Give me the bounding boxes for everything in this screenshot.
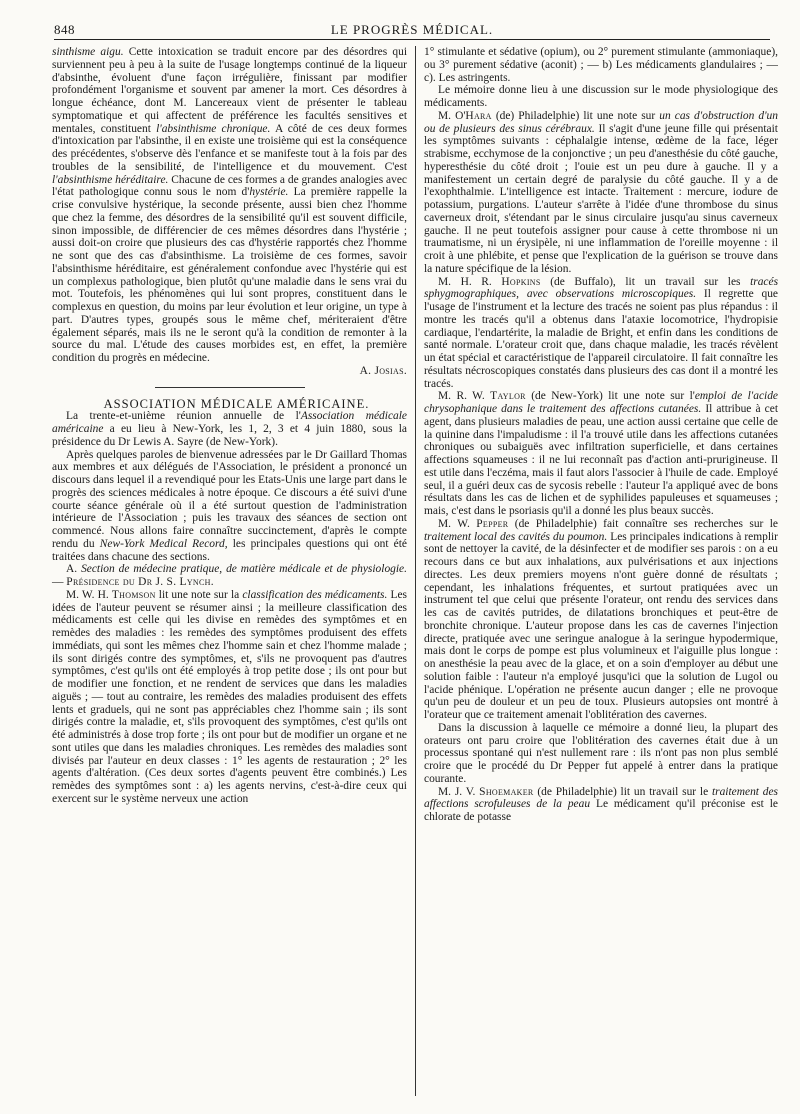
text: M. O': [438, 109, 466, 122]
taylor-paragraph: [424, 390, 778, 518]
header-rule: [54, 39, 770, 40]
text: —: [52, 576, 67, 588]
text: M. W.: [438, 517, 477, 530]
continuation-paragraph: 1° stimulante et sédative (opium), ou 2° purement stimulante (ammoniaque), ou 3° purement sédative (aconit) ; — b) Les médicaments glandulaires ; — c). Les astringents.: [424, 46, 778, 84]
italic-term: traitement local des cavités du poumon.: [424, 530, 608, 543]
italic-term: l'absinthisme chronique.: [156, 122, 271, 135]
text: Chacune de ces formes a de grandes analogies avec l'état pathologique connu sous le nom d': [52, 173, 407, 199]
right-column: [424, 46, 778, 824]
italic-term: New-York Medical Record,: [99, 537, 228, 550]
author-name: Pepper: [476, 517, 509, 530]
page-number: 848: [54, 22, 75, 37]
author-name: Taylor: [490, 390, 526, 403]
italic-term: emploi de l'acide chrysophanique dans le traitement des affections cutanées.: [424, 390, 778, 415]
italic-term: Section de médecine pratique, de matière médicale et de physiologie.: [81, 563, 407, 576]
text: Les idées de l'auteur peuvent se résumer ainsi ; la meilleure classification des médicaments est celle qui les divise en remèdes des symptômes et en remèdes des maladies : les remèdes des symptômes produisent des effets immédiats, qui sont les mêmes chez l'homme sain et chez l'homme malade ; ils sont dirigés contre des symptômes, et, s'ils ne provoquent pas d'autres symptômes, c'est qu'ils ont été employés à trop petite dose ; ils ont pour but de modifier une fonction, et ne rendent de services que dans les maladies aiguës ; — tout au contraire, les remèdes des maladies produisent des effets lents et graduels, qui ne sont pas appréciables chez l'homme sain ; ils sont dirigés contre la maladie, et, s'ils provoquent des symptômes, c'est qu'ils ont été administrés à dose trop forte ; ils ont pour but de modifier un organe et ne sont utiles que dans les maladies chroniques. Les remèdes des maladies sont divisés par l'auteur en deux classes : 1° les agents de restauration ; 2° les agents d'altération. (Ces deux sortes d'agents peuvent être combinés.) Les remèdes des symptômes sont : a) les agents nervins, c'est-à-dire ceux qui exercent sur le système nerveux une action: [52, 588, 407, 805]
text: Le médicament qu'il préconise est le chlorate de potasse: [424, 798, 778, 823]
column-separator: [415, 46, 416, 1096]
italic-term: Association médicale américaine: [52, 410, 407, 435]
ohara-paragraph: [424, 110, 778, 276]
text: (de Philadelphie) lit un travail sur le: [533, 785, 712, 798]
text: M. J. V.: [438, 785, 480, 798]
text: La trente-et-unième réunion annuelle de l': [66, 410, 301, 423]
italic-term: un cas d'obstruction d'un ou de plusieurs des sinus cérébraux.: [424, 109, 778, 135]
discussion-paragraph: Le mémoire donne lieu à une discussion sur le mode physiologique des médicaments.: [424, 84, 778, 109]
text: A côté de ces deux formes d'intoxication par l'absinthe, il en existe une troisième qui est la conséquence des précédentes, s'observe dès l'enfance et se manifeste tout à la fois par des troubles de la sensibilité, de l'intelligence et du mouvement. C'est: [52, 122, 407, 173]
text: (de Philadelphie) fait connaître ses recherches sur le: [508, 517, 778, 530]
presidency: Présidence du Dr J. S. Lynch.: [66, 576, 214, 588]
pepper-paragraph: [424, 518, 778, 722]
left-column: [52, 46, 407, 806]
section-title: ASSOCIATION MÉDICALE AMÉRICAINE.: [103, 396, 370, 411]
text: M. H. R.: [438, 275, 502, 288]
italic-term: l'absinthisme héréditaire.: [52, 173, 169, 186]
text: Après quelques paroles de bienvenue adressées par le Dr Gaillard Thomas aux membres et aux délégués de l'Association, le président a prononcé un discours dans lequel il a revendiqué pour les Etats-Unis une large part dans le progrès des sciences médicales à notre époque. Ce discours a été suivi d'une courte séance générale où il a été surtout question de l'administration intérieure de l'Association ; puis les travaux des séances de section ont commencé. Nous allons faire connaître succinctement, d'après le compte rendu du: [52, 448, 407, 550]
absinthe-paragraph: [52, 46, 407, 365]
author-name: Hopkins: [501, 275, 541, 288]
text: La première rappelle la crise convulsive hystérique, la seconde présente, aussi bien chez l'homme que chez la femme, des désordres de la sensibilité qu'il est souvent difficile, sinon impossible, de différencier de ces mêmes désordres dans l'hystérie ; aussi doit-on croire que plusieurs des cas d'hystérie rapportés chez l'homme ne sont que des cas d'absinthisme. La troisième de ces formes, savoir l'absinthisme héréditaire, est généralement confondue avec l'hystérie qui est un complexus pathologique, bien plutôt qu'une maladie dans le sens vrai du mot. Toutefois, les phénomènes qui lui sont propres, constituent dans le complexus en question, du moins par leur évolution et leur origine, un type à part. D'autres types, groupés sous le même chef, mériteraient d'être également séparés, mais ils ne le seront qu'à la condition de remonter à la source du mal. L'étude des causes morbides est, en effet, la première condition du progrès en médecine.: [52, 186, 407, 364]
journal-title: LE PROGRÈS MÉDICAL.: [330, 22, 494, 37]
text: les principales questions qui ont été traitées dans chacune des sections.: [52, 537, 408, 563]
italic-term: hystérie.: [249, 186, 289, 199]
text: A.: [66, 563, 82, 576]
shoemaker-paragraph: [424, 786, 778, 824]
hopkins-paragraph: [424, 276, 778, 391]
discussion-pepper-paragraph: Dans la discussion à laquelle ce mémoire a donné lieu, la plupart des orateurs ont paru croire que l'oblitération des cavernes était due à un processus spontané qui n'est nullement rare : ils n'ont pas non plus semblé croire que le procédé du Dr Pepper fut appelé à entrer dans la pratique courante.: [424, 721, 778, 785]
text: lit une note sur la: [155, 588, 243, 601]
section-divider: [155, 387, 305, 388]
italic-term: traitement des affections scrofuleuses de la peau: [424, 785, 779, 811]
text: Cette intoxication se traduit encore par des désordres qui surviennent peu à peu à la suite de l'usage longtemps continué de la liqueur d'absinthe, évoluent d'une façon irrégulière, finissant par modifier profondément l'organisme et souvent par amener la mort. Ces désordres à longue échéance, dont M. Lancereaux vient de présenter le tableau symptomatique et qui affectent de préférence les facultés sensitives et mentales, constituent: [52, 46, 407, 135]
text: M. W. H.: [66, 588, 112, 601]
text: Il attribue à cet agent, dans plusieurs maladies de peau, une action aussi certaine que celle de la quinine dans l'impaludisme : il l'a trouvé utile dans les affections cutanées chroniques ou subaiguës avec infiltration superficielle, et dans certaines affections squameuses : il ne lui reconnaît pas d'action anti-prurigineuse. Il est utile dans l'eczéma, mais il faut alors l'associer à l'huile de cade. Employé seul, il a guéri deux cas de sycosis rebelle : l'auteur l'a appliqué avec de bons résultats dans les cas de lichen et de syphilides papuleuses et squameuses ; mais, c'est dans le psoriasis qu'il a donné les plus beaux succès.: [424, 403, 779, 517]
author-name: Thomson: [111, 588, 156, 601]
page-header: [54, 22, 770, 40]
text: (de) Philadelphie) lit une note sur: [491, 109, 660, 122]
italic-term: tracés sphygmographiques, avec observations microscopiques.: [424, 275, 779, 301]
subsection-heading: [52, 563, 407, 589]
author-signature: A. Josias.: [359, 364, 407, 377]
lead-italic: sinthisme aigu.: [52, 46, 124, 58]
text: (de New-York) lit une note sur l': [525, 390, 695, 403]
text: Il s'agit d'une jeune fille qui présentait les symptômes suivants : céphalalgie intense, œdème de la face, léger strabisme, ecchymose de la conjonctive ; un peu d'anesthésie du côté gauche, hyperesthésie du côté droit ; l'ouie est un peu dure à gauche. Il y a manifestement un certain degré de paralysie du côté gauche. Il y a de l'exophthalmie. L'intelligence est intacte. Traitement : mercure, iodure de potassium, purgations. L'auteur s'arrête à l'idée d'une thrombose du sinus caverneux droit, s'étendant par le sinus circulaire jusqu'au sinus caverneux gauche. Il ne peut toutefois assigner pour cause à cette thrombose ni un traumatisme, ni un érysipèle, ni une inflammation de l'oreille moyenne : il croit à une phlébite, et pense que l'explication de la guérison se trouve dans la nature spécifique de la lésion.: [424, 122, 778, 275]
author-name: Hara: [465, 109, 492, 122]
text: (de Buffalo), lit un travail sur les: [540, 275, 751, 288]
text: Les principales indications à remplir sont de nettoyer la cavité, de la désinfecter et de modifier ses parois : on a eu recours dans ce but aux inhalations, aux pulvérisations et aux injections directes. Les deux premiers moyens n'ont guère donné de résultats ; cependant, les inhalations fréquentes, et surtout pratiquées avec un instrument tel que celui que présente l'orateur, ont rendu des services dans les cas de cavités putrides, de dilatations bronchiques et peut-être de bronchite chronique. L'auteur propose dans les cas de cavernes l'injection directe, pratiquée avec une seringue analogue à la seringue hypodermique, mais dont le corps de pompe est plus volumineux et l'aiguille plus longue : on anesthésie la peau avec de la glace, et on a soin d'employer au début une solution faible : l'auteur n'a employé jusqu'ici que la solution de Lugol ou l'acide phénique. L'opération ne présente aucun danger ; elle ne provoque qu'un peu de douleur et un peu de toux. Plusieurs autopsies ont montré à l'orateur que ce traitement amenait l'oblitération des cavernes.: [424, 530, 778, 721]
meeting-paragraph: [52, 410, 407, 448]
author-name: Shoemaker: [479, 785, 534, 798]
text: a eu lieu à New-York, les 1, 2, 3 et 4 juin 1880, sous la présidence du Dr Lewis A. Sayre (de New-York).: [52, 423, 407, 448]
thomson-paragraph: [52, 589, 407, 806]
text: Il regrette que l'usage de l'instrument et la lecture des tracés ne soient pas plus répandus : il montre les tracés qu'il a obtenus dans l'ataxie locomotrice, l'hydropisie cardiaque, l'endartérite, la maladie de Bright, et enfin dans les conditions de santé normale. L'orateur croit que, dans chaque maladie, les tracés révèlent un état spécial et caractéristique de l'appareil circulatoire. Il fait connaître les résultats nécroscopiques constatés dans plusieurs des cas dont il a montré les tracés.: [424, 288, 779, 390]
opening-paragraph: [52, 449, 407, 564]
text: M. R. W.: [438, 390, 491, 403]
italic-term: classification des médicaments.: [242, 588, 388, 601]
